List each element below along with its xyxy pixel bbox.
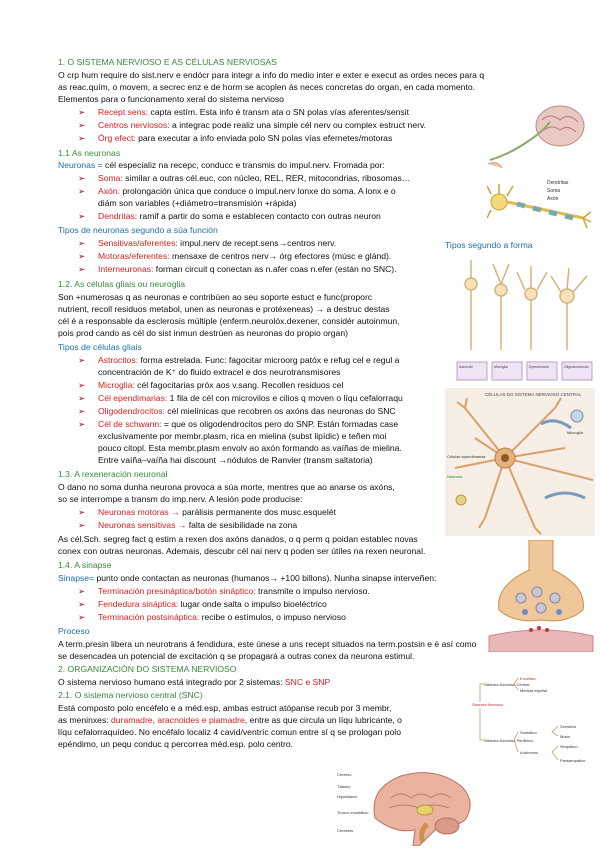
glia-types-title: Tipos de células gliais bbox=[58, 342, 142, 352]
fig-label-ependimarias: Células ependimarias bbox=[447, 454, 486, 459]
neuron-forms-diagram bbox=[455, 254, 595, 354]
org-label: Médula espiñal bbox=[520, 688, 547, 693]
glial-box-label: Ependimaria bbox=[529, 365, 549, 369]
brain-label: Cerebro bbox=[337, 772, 352, 777]
cns-cells-drawing bbox=[445, 388, 595, 536]
element-item: ➢ Centros nerviosos: a integrac pode realiz una simple cél nerv ou complex estruct nerv. bbox=[78, 120, 427, 130]
arrow-bullet-icon: ➢ bbox=[78, 173, 86, 183]
glia-item-cont: pouco citopl. Esta membr.plasm envolv ao axón formando as vaíñas de mielina. bbox=[98, 443, 402, 453]
proc-line-1: A term.presin libera un neurotrans á fendidura, este únese a uns recept situados na term.postsin e é así como bbox=[58, 639, 477, 649]
fig-label-microglia: Microglía bbox=[567, 430, 584, 435]
arrow-bullet-icon: ➢ bbox=[78, 507, 86, 517]
p1-line-1: O crp hum require do sist.nerv e endócr para integr a info do medio inter e exter e execut as ordes neces para q bbox=[58, 70, 485, 80]
arrow-bullet-icon: ➢ bbox=[78, 380, 86, 390]
p12-line-3: cél é a responsable da esclerosis múltiple (enferm.neurolóx.dexener, considér autoinmun, bbox=[58, 316, 400, 326]
fig-label-soma: Soma bbox=[547, 188, 561, 194]
element-item: ➢ Órg efect: para executar a info enviada polo SN polas vías efernetes/motoras bbox=[78, 133, 393, 143]
fig-label-axon: Axón bbox=[547, 196, 559, 202]
arrow-bullet-icon: ➢ bbox=[78, 186, 86, 196]
arrow-bullet-icon: ➢ bbox=[78, 251, 86, 261]
glia-item: ➢ Astrocitos: forma estrelada. Func: fagocitar microorg patóx e refug cel e regul a bbox=[78, 355, 400, 365]
regen-item: ➢ Neuronas motoras → parálisis permanente dos musc.esquelét bbox=[78, 507, 336, 517]
section-2-1-title: 2.1. O sistema nervioso central (SNC) bbox=[58, 690, 203, 700]
neuronas-definition: Neuronas = cél especializ na recepc, conducc e transmis do impul.nerv. Fromada por: bbox=[58, 160, 385, 170]
section-1-3-title: 1.3. A rexeneración neuronal bbox=[58, 469, 168, 479]
arrow-bullet-icon: ➢ bbox=[78, 612, 86, 622]
cns-cells-illustration bbox=[445, 388, 595, 536]
org-label: Sistema Nervioso Central bbox=[484, 682, 530, 687]
section-1-title: 1. O SISTEMA NERVIOSO E AS CÉLULAS NERVIOSAS bbox=[58, 57, 277, 67]
p12-line-2: nutrient, recoll residuos metabol, unen as neuronas e protéxeneas) → a destruc destas bbox=[58, 304, 390, 314]
section-2-title: 2. ORGANIZACIÓN DO SISTEMA NERVIOSO bbox=[58, 664, 237, 674]
org-chart-drawing bbox=[470, 672, 595, 772]
org-label: Somático bbox=[520, 730, 537, 735]
org-label: Sistema Nervioso Periférico bbox=[484, 738, 534, 743]
glia-item: ➢ Oligodendrocitos: cél mielínicas que recobren os axóns das neuronas do SNC bbox=[78, 406, 396, 416]
arrow-bullet-icon: ➢ bbox=[78, 264, 86, 274]
arrow-bullet-icon: ➢ bbox=[78, 520, 86, 530]
brain-drawing bbox=[335, 768, 485, 846]
sinapse-item: ➢ Terminación postsináptica: recibe o estímulos, o impuso nervioso bbox=[78, 612, 346, 622]
glial-boxes-drawing bbox=[455, 360, 595, 382]
element-item: ➢ Recept sens: capta estím. Esta info é transm ata o SN polas vías aferentes/sensit bbox=[78, 107, 409, 117]
arrow-bullet-icon: ➢ bbox=[78, 419, 86, 429]
org-label: Encéfalo bbox=[520, 676, 536, 681]
glial-box-label: Microglia bbox=[494, 365, 509, 369]
p13-line-2: so se interrompe a transm do imp.nerv. A lesión pode producise: bbox=[58, 494, 303, 504]
nervous-pathway-illustration bbox=[488, 100, 588, 170]
section-1-2-title: 1.2. As células gliais ou neuroglia bbox=[58, 279, 186, 289]
arrow-bullet-icon: ➢ bbox=[78, 393, 86, 403]
p1-line-2: as reac.quím, o movem, a secrec enz e de horm se acoplen ás neces concretas do organ, en cada momento. bbox=[58, 82, 476, 92]
org-label: Motor bbox=[560, 734, 571, 739]
types-form-title: Tipos segundo a forma bbox=[445, 240, 533, 250]
org-label: Parasimpático bbox=[560, 758, 586, 763]
p21-line-4: epéndimo, un pequ conduc q percorrea méd.esp. polo centro. bbox=[58, 739, 294, 749]
neuron-type-item: ➢ Interneuronas: forman circuit q conectan as n.afer coas n.efer (están no SNC). bbox=[78, 264, 397, 274]
arrow-bullet-icon: ➢ bbox=[78, 238, 86, 248]
neuron-part-soma: ➢ Soma: similar a outras cél.euc, con núcleo, REL, RER, mitocondrias, ribosomas… bbox=[78, 173, 411, 183]
glial-box-label: Astrocito bbox=[459, 365, 473, 369]
glia-item-cont: concentración de K⁺ do fluido extracel e dos neurotransmisores bbox=[98, 367, 341, 377]
glia-item: ➢ Cél de schwann: = que os oligodendrocitos pero do SNP. Están formadas case bbox=[78, 419, 399, 429]
arrow-bullet-icon: ➢ bbox=[78, 406, 86, 416]
p12-line-4: pois prod cando as cél do sist inmun destrúen as neuronas do propio organ) bbox=[58, 328, 348, 338]
neuron-type-item: ➢ Motoras/eferentes: mensaxe de centros nerv→ órg efectores (músc e glánd). bbox=[78, 251, 392, 261]
arrow-bullet-icon: ➢ bbox=[78, 211, 86, 221]
p13-line-1: O dano no soma dunha neurona provoca a súa morte, mentres que ao anarse os axóns, bbox=[58, 482, 395, 492]
nervous-system-org-chart bbox=[470, 672, 595, 772]
p21-line-3: líqu cefalorraquídeo. No encéfalo localiz 4 cavid/ventríc comun entre sí q se prologan polo bbox=[58, 727, 401, 737]
glial-box-label: Oligodendrocito bbox=[564, 365, 589, 369]
types-function-title: Tipos de neuronas segundo a súa función bbox=[58, 225, 218, 235]
arrow-bullet-icon: ➢ bbox=[78, 133, 86, 143]
proc-line-2: se desencadea un potencial de excitación q se propagará a outras conex da neurona estimul. bbox=[58, 651, 415, 661]
p2-line: O sistema nervioso humano está integrado por 2 sistemas: SNC e SNP bbox=[58, 677, 331, 687]
brain-label: Tronco encefálico bbox=[337, 810, 369, 815]
synapse-drawing bbox=[485, 540, 597, 652]
neuron-part-axon: ➢ Axón: prolongación única que conduce o impul.nerv lonxe do soma. A lonx e o bbox=[78, 186, 396, 196]
p1-line-3: Elementos para o funcionamento xeral do sistema nervioso bbox=[58, 94, 284, 104]
p12-line-1: Son +numerosas q as neuronas e contribúen ao seu soporte estuct e func(proporc bbox=[58, 292, 373, 302]
glial-cell-boxes bbox=[455, 360, 595, 382]
brain-cross-section bbox=[335, 768, 485, 846]
brain-hand-drawing bbox=[488, 100, 588, 170]
neuron-part-axon-cont: diám son variables (+diámetro=transmisión +rápida) bbox=[98, 198, 297, 208]
neuron-drawing bbox=[487, 172, 597, 234]
regen-item: ➢ Neuronas sensitivas → falta de sesibilidade na zona bbox=[78, 520, 298, 530]
p21-line-2: as meninxes: duramadre, aracnoides e piamadre, entre as que circula un líqu lubricante, o bbox=[58, 715, 402, 725]
neuron-forms-drawing bbox=[455, 254, 595, 354]
sinapse-item: ➢ Fendedura sináptica: lugar onde salta o impulso bioeléctrico bbox=[78, 599, 327, 609]
arrow-bullet-icon: ➢ bbox=[78, 599, 86, 609]
arrow-bullet-icon: ➢ bbox=[78, 586, 86, 596]
glia-item: ➢ Cél ependimarias: 1 fila de cél con microvilos e cilios q moven o líqu cefalorraqu bbox=[78, 393, 403, 403]
arrow-bullet-icon: ➢ bbox=[78, 107, 86, 117]
neuron-type-item: ➢ Sensitivas/aferentes: impul.nerv de recept.sens→centros nerv. bbox=[78, 238, 337, 248]
p13b-line-2: conex con outras neuronas. Ademais, descubr cél nai nerv q poden ser útiles na rexen neuronal. bbox=[58, 546, 426, 556]
glia-item-cont: Entre vaíña–vaíña hai discount →nódulos de Ranvier (transm saltatoria) bbox=[98, 455, 373, 465]
arrow-bullet-icon: ➢ bbox=[78, 355, 86, 365]
org-label: Sistema Nervioso bbox=[472, 702, 504, 707]
sinapse-item: ➢ Terminación presináptica/botón sináptico: transmite o impulso nervioso. bbox=[78, 586, 370, 596]
neuron-diagram bbox=[487, 172, 597, 234]
brain-label: Tálamo bbox=[337, 784, 351, 789]
glia-item-cont: exclusivamente por membr.plasm, rica en mielina (subst lipídic) e teñen moi bbox=[98, 431, 387, 441]
fig-label-dendritas: Dendritas bbox=[547, 180, 569, 186]
brain-label: Hipotálamo bbox=[337, 794, 358, 799]
cns-cells-title: CÉLULAS DO SISTEMA NERVIOSO CENTRAL bbox=[485, 392, 582, 397]
fig-label-neurona: Neurona bbox=[447, 474, 463, 479]
arrow-bullet-icon: ➢ bbox=[78, 120, 86, 130]
org-label: Sensitivo bbox=[560, 724, 577, 729]
p13b-line-1: As cél.Sch. segreg fact q estim a rexen dos axóns danados, o q perm q poidan establec novas bbox=[58, 534, 418, 544]
p21-line-1: Está composto polo encéfelo e a méd.esp, ambas estruct atópanse recub por 3 membr, bbox=[58, 703, 392, 713]
org-label: Autónomo bbox=[520, 750, 539, 755]
org-label: Simpático bbox=[560, 744, 578, 749]
synapse-illustration bbox=[485, 540, 597, 652]
neuron-part-dendritas: ➢ Dendritas: ramif a partir do soma e establecen contacto con outras neuron bbox=[78, 211, 381, 221]
brain-label: Cerebelo bbox=[337, 828, 354, 833]
section-1-1-title: 1.1 As neuronas bbox=[58, 148, 121, 158]
proceso-title: Proceso bbox=[58, 626, 90, 636]
glia-item: ➢ Microglia: cél fagocitarias próx aos v.sang. Recollen residuos cel bbox=[78, 380, 344, 390]
section-1-4-title: 1.4. A sinapse bbox=[58, 560, 112, 570]
sinapse-definition: Sinapse= punto onde contactan as neuronas (humanos→ +100 billons). Nunha sinapse interveñen: bbox=[58, 573, 437, 583]
